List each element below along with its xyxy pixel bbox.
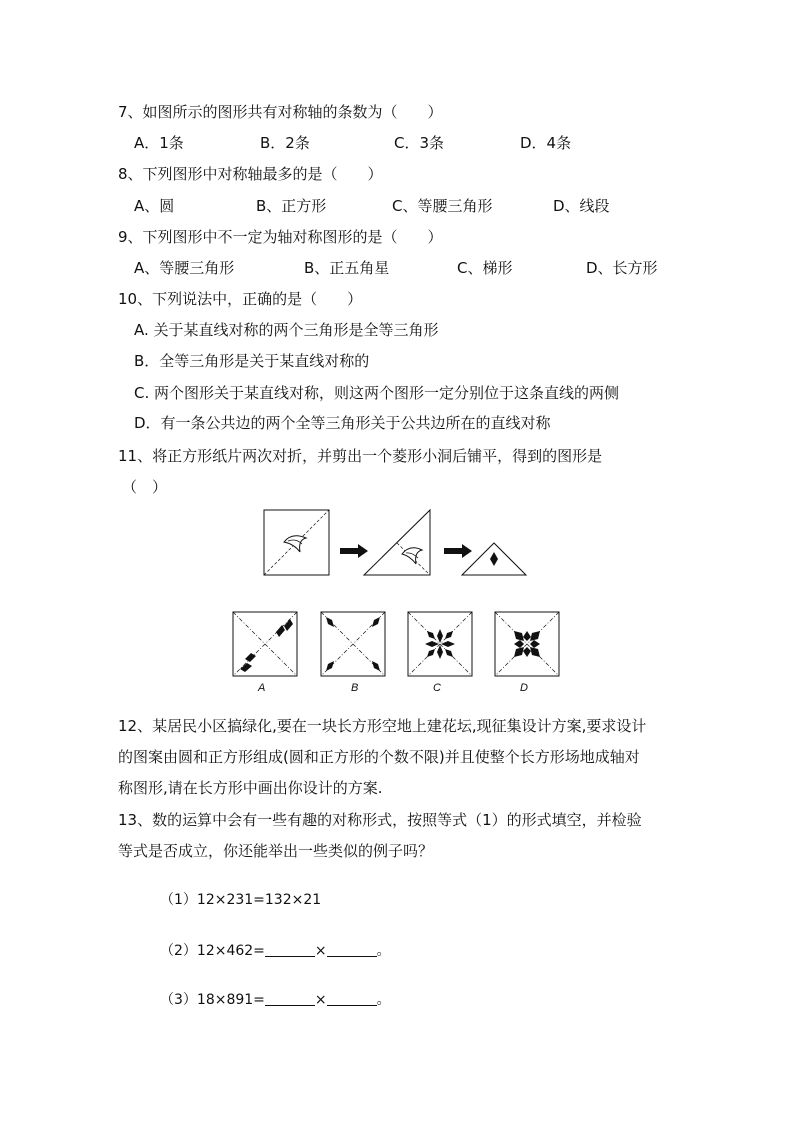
option-c-label: C [433, 682, 441, 694]
q11-stem-paren: （ ） [122, 478, 168, 496]
q9-option-a: A、等腰三角形 [134, 259, 235, 277]
q7-option-c: C．3条 [394, 134, 445, 152]
q8-option-b: B、正方形 [256, 197, 327, 215]
q13-equation-2-prefix: （2）12×462= [160, 943, 265, 959]
q8-option-c: C、等腰三角形 [392, 197, 493, 215]
q8-option-d: D、线段 [553, 197, 610, 215]
q13-line-2: 等式是否成立，你还能举出一些类似的例子吗？ [118, 842, 434, 860]
q12-line-3: 称图形,请在长方形中画出你设计的方案. [118, 779, 383, 797]
q13-equation-1: （1）12×231=132×21 [160, 892, 322, 908]
q10-option-a: A. 关于某直线对称的两个三角形是全等三角形 [134, 321, 439, 339]
q13-equation-3-prefix: （3）18×891= [160, 992, 265, 1008]
option-a-label: A [258, 682, 266, 694]
period: 。 [376, 943, 391, 959]
folded-small-triangle [462, 543, 526, 575]
option-a-figure [232, 611, 298, 677]
q10-stem: 10、下列说法中，正确的是（ ） [118, 290, 363, 308]
q7-option-d: D．4条 [520, 134, 572, 152]
q7-stem: 7、如图所示的图形共有对称轴的条数为（ ） [118, 103, 443, 121]
q9-stem: 9、下列图形中不一定为轴对称图形的是（ ） [118, 228, 443, 246]
q13-equation-2 [160, 941, 391, 961]
option-b-label: B [351, 682, 359, 694]
q12-line-1: 12、某居民小区搞绿化,要在一块长方形空地上建花坛,现征集设计方案,要求设计 [118, 717, 647, 735]
folding-process-figure [262, 508, 532, 578]
option-d-figure [494, 611, 560, 677]
q9-option-c: C、梯形 [457, 259, 513, 277]
option-b-figure [320, 611, 386, 677]
arrow-right-icon [340, 544, 368, 558]
q9-option-d: D、长方形 [586, 259, 658, 277]
option-d-label: D [520, 682, 528, 694]
option-c-figure [407, 611, 473, 677]
q13-equation-3 [160, 990, 391, 1010]
q7-option-b: B．2条 [260, 134, 310, 152]
answer-blank[interactable] [327, 991, 377, 1006]
q7-option-a: A．1条 [134, 134, 184, 152]
answer-blank[interactable] [265, 942, 315, 957]
answer-blank[interactable] [265, 991, 315, 1006]
times-sign: × [314, 992, 327, 1008]
answer-blank[interactable] [327, 942, 377, 957]
q8-option-a: A、圆 [134, 197, 175, 215]
unfolded-square [264, 510, 329, 575]
q10-option-b: B．全等三角形是关于某直线对称的 [134, 352, 370, 370]
arrow-right-icon [444, 544, 472, 558]
q9-option-b: B、正五角星 [304, 259, 390, 277]
q10-option-c: C. 两个图形关于某直线对称，则这两个图形一定分别位于这条直线的两侧 [134, 384, 620, 402]
folded-triangle [364, 510, 430, 575]
q12-line-2: 的图案由圆和正方形组成(圆和正方形的个数不限)并且使整个长方形场地成轴对 [118, 748, 640, 766]
period: 。 [376, 992, 391, 1008]
q11-stem: 11、将正方形纸片两次对折，并剪出一个菱形小洞后铺平，得到的图形是 [118, 447, 603, 465]
q10-option-d: D．有一条公共边的两个全等三角形关于公共边所在的直线对称 [134, 414, 551, 432]
times-sign: × [314, 943, 327, 959]
q13-line-1: 13、数的运算中会有一些有趣的对称形式，按照等式（1）的形式填空，并检验 [118, 811, 642, 829]
q8-stem: 8、下列图形中对称轴最多的是（ ） [118, 165, 383, 183]
